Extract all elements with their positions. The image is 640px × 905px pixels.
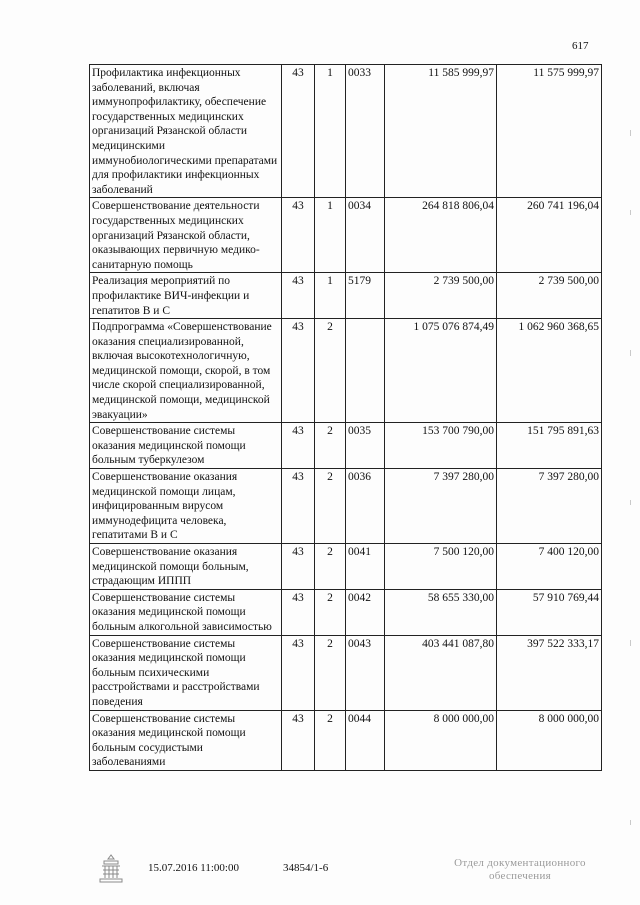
row-code-subprogram: 1 — [315, 65, 346, 198]
row-code-item: 0042 — [346, 589, 385, 635]
row-sum-planned: 403 441 087,80 — [385, 635, 497, 710]
row-name: Совершенствование системы оказания медицинской помощи больным психическими расстройствами и расстройствами поведения — [90, 635, 282, 710]
row-code-ministry: 43 — [282, 635, 315, 710]
row-code-ministry: 43 — [282, 65, 315, 198]
footer-stamp — [440, 857, 600, 883]
row-code-item: 0033 — [346, 65, 385, 198]
table-row — [90, 423, 602, 469]
row-code-subprogram: 2 — [315, 635, 346, 710]
row-sum-planned: 2 739 500,00 — [385, 273, 497, 319]
row-code-subprogram: 2 — [315, 319, 346, 423]
row-sum-actual: 11 575 999,97 — [497, 65, 602, 198]
row-sum-planned: 153 700 790,00 — [385, 423, 497, 469]
row-code-item — [346, 319, 385, 423]
row-sum-actual: 2 739 500,00 — [497, 273, 602, 319]
row-name: Совершенствование оказания медицинской помощи лицам, инфицированным вирусом иммунодефицита человека, гепатитами В и С — [90, 469, 282, 544]
table-row — [90, 273, 602, 319]
table-row — [90, 589, 602, 635]
row-sum-actual: 260 741 196,04 — [497, 198, 602, 273]
row-sum-actual: 397 522 333,17 — [497, 635, 602, 710]
row-name: Подпрограмма «Совершенствование оказания специализированной, включая высокотехнологичную, медицинской помощи, скорой, в том числе скорой специализированной, медицинской помощи, медицинской эвакуации» — [90, 319, 282, 423]
row-code-subprogram: 2 — [315, 469, 346, 544]
row-sum-planned: 7 397 280,00 — [385, 469, 497, 544]
row-sum-planned: 8 000 000,00 — [385, 710, 497, 770]
row-code-ministry: 43 — [282, 589, 315, 635]
row-code-subprogram: 2 — [315, 423, 346, 469]
table-row — [90, 319, 602, 423]
row-sum-actual: 57 910 769,44 — [497, 589, 602, 635]
row-name: Профилактика инфекционных заболеваний, включая иммунопрофилактику, обеспечение государственных медицинских организаций Рязанской области медицинскими иммунобиологическими препаратами для профилактики инфекционных заболеваний — [90, 65, 282, 198]
row-sum-actual: 1 062 960 368,65 — [497, 319, 602, 423]
row-sum-planned: 7 500 120,00 — [385, 544, 497, 590]
row-code-item: 0034 — [346, 198, 385, 273]
row-sum-planned: 264 818 806,04 — [385, 198, 497, 273]
row-code-item: 0035 — [346, 423, 385, 469]
page-number: 617 — [572, 40, 589, 52]
row-name: Совершенствование системы оказания медицинской помощи больным алкогольной зависимостью — [90, 589, 282, 635]
row-sum-actual: 7 397 280,00 — [497, 469, 602, 544]
row-code-item: 0036 — [346, 469, 385, 544]
row-code-item: 0041 — [346, 544, 385, 590]
row-name: Совершенствование системы оказания медицинской помощи больным туберкулезом — [90, 423, 282, 469]
footer-doc-number: 34854/1-6 — [283, 862, 329, 874]
row-code-ministry: 43 — [282, 198, 315, 273]
row-sum-planned: 58 655 330,00 — [385, 589, 497, 635]
table-row — [90, 65, 602, 198]
table-row — [90, 469, 602, 544]
footer-date: 15.07.2016 11:00:00 — [148, 862, 239, 874]
row-sum-actual: 8 000 000,00 — [497, 710, 602, 770]
margin-scan-marks — [627, 120, 635, 880]
row-code-subprogram: 2 — [315, 544, 346, 590]
row-code-subprogram: 2 — [315, 710, 346, 770]
row-sum-planned: 1 075 076 874,49 — [385, 319, 497, 423]
budget-table — [89, 64, 602, 771]
row-code-subprogram: 1 — [315, 198, 346, 273]
row-code-ministry: 43 — [282, 319, 315, 423]
footer-stamp-line2: обеспечения — [488, 870, 552, 882]
table-row — [90, 198, 602, 273]
table-row — [90, 710, 602, 770]
row-sum-planned: 11 585 999,97 — [385, 65, 497, 198]
row-code-ministry: 43 — [282, 273, 315, 319]
row-code-item: 0043 — [346, 635, 385, 710]
row-name: Совершенствование оказания медицинской помощи больным, страдающим ИППП — [90, 544, 282, 590]
table-row — [90, 635, 602, 710]
row-code-ministry: 43 — [282, 544, 315, 590]
row-name: Реализация мероприятий по профилактике ВИЧ-инфекции и гепатитов В и С — [90, 273, 282, 319]
row-code-ministry: 43 — [282, 710, 315, 770]
coat-of-arms-icon — [94, 852, 128, 886]
row-code-item: 5179 — [346, 273, 385, 319]
row-code-subprogram: 1 — [315, 273, 346, 319]
row-sum-actual: 151 795 891,63 — [497, 423, 602, 469]
row-code-subprogram: 2 — [315, 589, 346, 635]
footer-stamp-line1: Отдел документационного — [454, 857, 586, 869]
row-sum-actual: 7 400 120,00 — [497, 544, 602, 590]
row-code-item: 0044 — [346, 710, 385, 770]
row-code-ministry: 43 — [282, 423, 315, 469]
row-name: Совершенствование деятельности государственных медицинских организаций Рязанской области, оказывающих первичную медико-санитарную помощь — [90, 198, 282, 273]
row-code-ministry: 43 — [282, 469, 315, 544]
table-row — [90, 544, 602, 590]
row-name: Совершенствование системы оказания медицинской помощи больным сосудистыми заболеваниями — [90, 710, 282, 770]
